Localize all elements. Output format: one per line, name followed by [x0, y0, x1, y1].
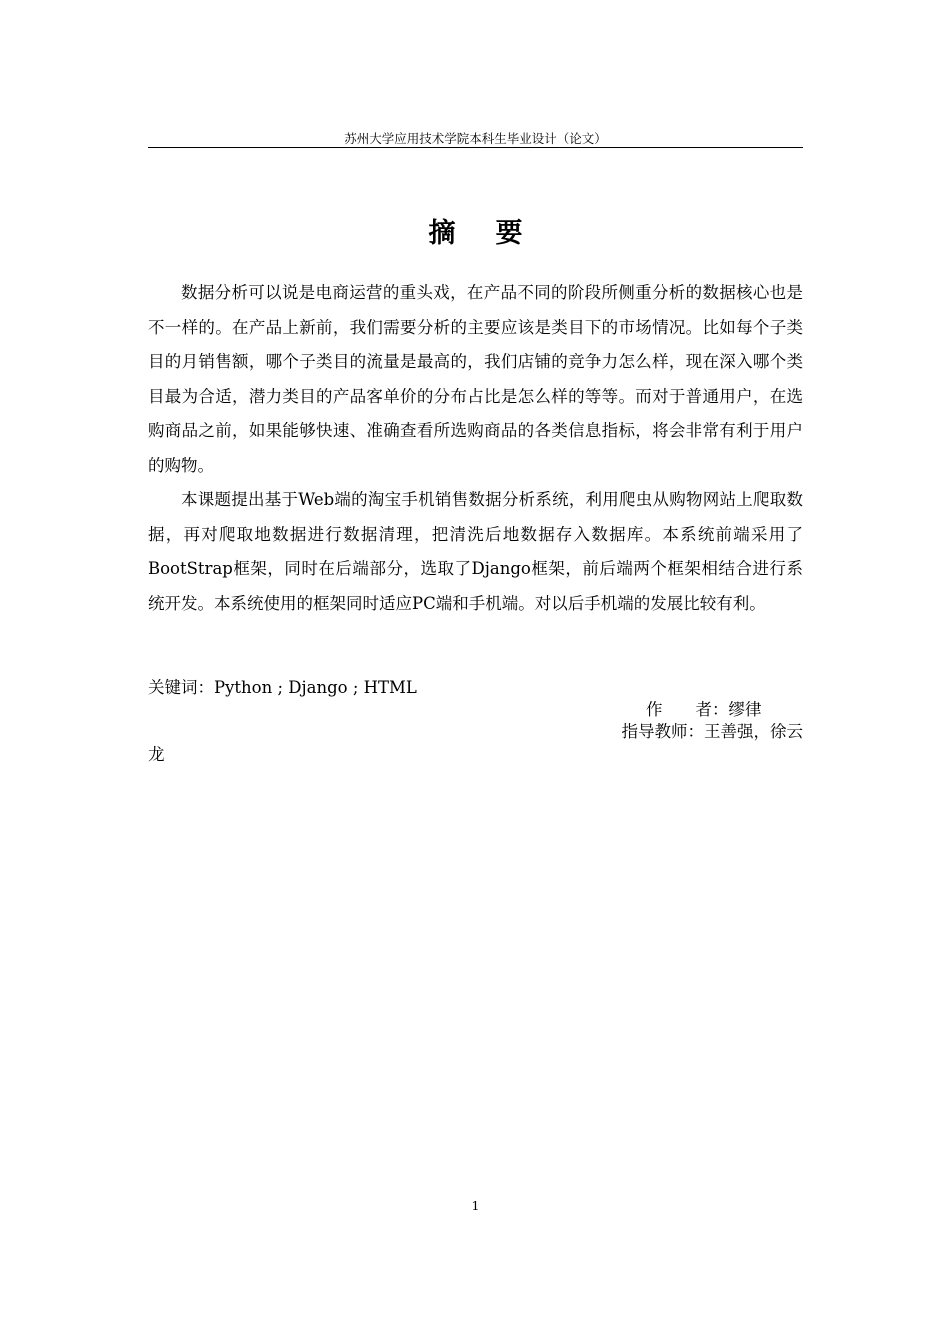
advisor-line: 指导教师：王善强，徐云 [621, 722, 803, 741]
abstract-paragraph-2: 本课题提出基于Web端的淘宝手机销售数据分析系统，利用爬虫从购物网站上爬取数据，再对爬取地数据进行数据清理，把清洗后地数据存入数据库。本系统前端采用了BootStrap框架，同时在后端部分，选取了Django框架，前后端两个框架相结合进行系统开发。本系统使用的框架同时适应PC端和手机端。对以后手机端的发展比较有利。 [148, 490, 803, 613]
title-char-1: 摘 [428, 218, 456, 249]
header-rule [148, 147, 803, 148]
author-line: 作 者：缪律 [646, 700, 762, 719]
abstract-title [148, 212, 803, 256]
abstract-body [148, 276, 803, 621]
page-number: 1 [471, 1198, 480, 1213]
keywords-line: 关键词：Python ; Django ; HTML [148, 678, 417, 697]
running-header: 苏州大学应用技术学院本科生毕业设计（论文） [344, 131, 607, 146]
title-char-2: 要 [495, 218, 523, 249]
abstract-paragraph-1: 数据分析可以说是电商运营的重头戏，在产品不同的阶段所侧重分析的数据核心也是不一样的。在产品上新前，我们需要分析的主要应该是类目下的市场情况。比如每个子类目的月销售额，哪个子类目的流量是最高的，我们店铺的竞争力怎么样，现在深入哪个类目最为合适，潜力类目的产品客单价的分布占比是怎么样的等等。而对于普通用户，在选购商品之前，如果能够快速、准确查看所选购商品的各类信息指标，将会非常有利于用户的购物。 [148, 283, 803, 475]
advisor-line-continuation: 龙 [148, 745, 165, 764]
